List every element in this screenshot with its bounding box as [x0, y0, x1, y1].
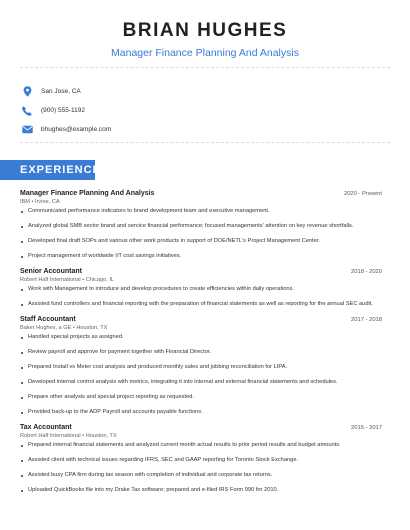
- job-bullet: Handled special projects as assigned.: [20, 334, 382, 342]
- job-bullets: [20, 334, 382, 417]
- job-dates: 2015 - 2017: [351, 425, 382, 431]
- email-icon: [21, 124, 33, 136]
- job-dates: 2018 - 2020: [351, 269, 382, 275]
- section-title: EXPERIENCE: [20, 164, 101, 176]
- job-bullet: Analyzed global SMB sector brand and service financial performance; focused managements' attention on key revenue shortfalls.: [20, 223, 382, 231]
- job-header: [20, 316, 382, 323]
- job-company: Robert Half International • Houston, TX: [20, 433, 117, 439]
- job-entry: [20, 190, 382, 261]
- phone-icon: [21, 105, 33, 117]
- job-bullet: Developed internal control analysis with metrics, integrating it into internal and external financial statements and schedules.: [20, 379, 382, 387]
- resume-header: [0, 0, 410, 59]
- candidate-name: BRIAN HUGHES: [122, 20, 288, 41]
- contact-phone: [21, 101, 111, 120]
- contact-location: [21, 82, 111, 101]
- job-bullets: [20, 208, 382, 261]
- job-entry: [20, 268, 382, 309]
- contact-email-text: bhughes@example.com: [41, 126, 112, 133]
- contact-phone-text: (900) 555-1192: [41, 107, 85, 114]
- job-company: IBM • Irvine, CA: [20, 199, 60, 205]
- job-title: Tax Accountant: [20, 424, 72, 431]
- contact-email: [21, 120, 111, 139]
- job-header: [20, 190, 382, 197]
- job-title: Senior Accountant: [20, 268, 82, 275]
- job-entry: [20, 316, 382, 417]
- job-bullet: Communicated performance indicators to brand development team and executive management.: [20, 208, 382, 216]
- candidate-title: Manager Finance Planning And Analysis: [111, 47, 299, 59]
- job-header: [20, 424, 382, 431]
- job-bullet: Assisted fund controllers and financial reporting with the preparation of financial statements as well as reporting for the annual SEC audit.: [20, 301, 382, 309]
- job-header: [20, 268, 382, 275]
- job-company: Robert Half International • Chicago, IL: [20, 277, 114, 283]
- job-entry: [20, 424, 382, 495]
- job-dates: 2020 - Present: [343, 191, 382, 197]
- experience-list: [20, 190, 382, 502]
- contact-location-text: San Jose, CA: [41, 88, 81, 95]
- header-divider: [20, 67, 390, 68]
- job-bullets: [20, 286, 382, 309]
- experience-section-header: [0, 160, 101, 180]
- job-bullet: Project management of worldwide I/T cost savings initiatives.: [20, 253, 382, 261]
- contact-list: [21, 82, 111, 139]
- job-bullet: Prepared Install vs Meter cost analysis and produced monthly sales and jobbing reconciliation for LIPA.: [20, 364, 382, 372]
- job-title: Staff Accountant: [20, 316, 76, 323]
- job-bullet: Assisted client with technical issues regarding IFRS, SEC and GAAP reporting for Toronto Stock Exchange.: [20, 457, 382, 465]
- job-bullet: Prepared internal financial statements and analyzed current month actual results to prior period results and budget amounts.: [20, 442, 382, 450]
- job-company: Baker Hughes, a GE • Houston, TX: [20, 325, 108, 331]
- job-bullet: Developed final draft SOPs and various other work products in support of DOE/NETL's Project Management Center.: [20, 238, 382, 246]
- location-pin-icon: [21, 86, 33, 98]
- job-bullets: [20, 442, 382, 495]
- contact-divider: [20, 142, 390, 143]
- job-bullet: Work with Management to introduce and develop procedures to create efficiencies within daily operations.: [20, 286, 382, 294]
- job-bullet: Review payroll and approve for payment together with Financial Director.: [20, 349, 382, 357]
- job-bullet: Prepare other analysis and special project reporting as requested.: [20, 394, 382, 402]
- job-title: Manager Finance Planning And Analysis: [20, 190, 155, 197]
- job-bullet: Provided back-up to the ADP Payroll and accounts payable functions.: [20, 409, 382, 417]
- job-dates: 2017 - 2018: [351, 317, 382, 323]
- job-bullet: Uploaded QuickBooks file into my Drake Tax software; prepared and e-filed IRS Form 990 for 2010.: [20, 487, 382, 495]
- job-bullet: Assisted busy CPA firm during tax season with completion of individual and corporate tax returns.: [20, 472, 382, 480]
